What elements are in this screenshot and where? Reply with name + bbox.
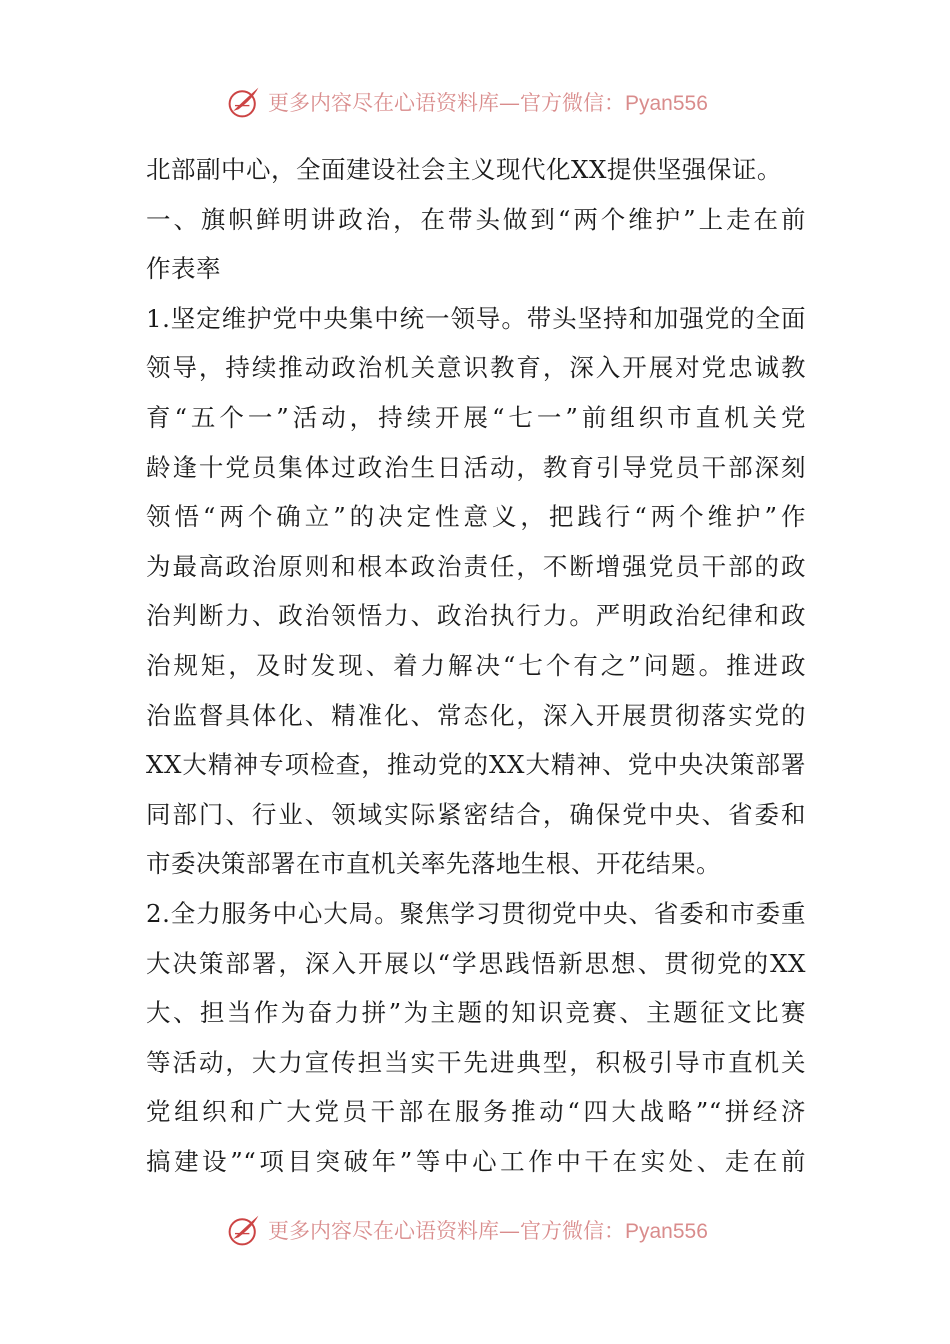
text-line: 作表率	[146, 254, 221, 284]
text-line: 治判断力、政治领悟力、政治执行力。严明政治纪律和政	[146, 601, 806, 631]
watermark-text: 更多内容尽在心语资料库—官方微信：Pyan556	[268, 91, 708, 115]
text-line: 市委决策部署在市直机关率先落地生根、开花结果。	[146, 849, 721, 879]
text-line: 1.坚定维护党中央集中统一领导。带头坚持和加强党的全面	[146, 303, 806, 333]
text-line: 治规矩，及时发现、着力解决“七个有之”问题。推进政	[146, 650, 806, 680]
text-line: 北部副中心，全面建设社会主义现代化XX提供坚强保证。	[146, 155, 782, 184]
text-line: 等活动，大力宣传担当实干先进典型，积极引导市直机关	[146, 1047, 806, 1077]
watermark-text: 更多内容尽在心语资料库—官方微信：Pyan556	[268, 1219, 708, 1243]
text-line: 领悟“两个确立”的决定性意义，把践行“两个维护”作	[146, 502, 806, 532]
text-line: 大决策部署，深入开展以“学思践悟新思想、贯彻党的XX	[146, 948, 806, 978]
text-line: 为最高政治原则和根本政治责任，不断增强党员干部的政	[146, 551, 806, 581]
text-line: XX大精神专项检查，推动党的XX大精神、党中央决策部署	[146, 750, 806, 780]
text-line: 治监督具体化、精准化、常态化，深入开展贯彻落实党的	[146, 700, 806, 730]
text-line: 搞建设”“项目突破年”等中心工作中干在实处、走在前	[146, 1146, 806, 1176]
text-line: 龄逢十党员集体过政治生日活动，教育引导党员干部深刻	[146, 452, 806, 482]
wechat-id: Pyan556	[625, 1220, 708, 1243]
text-line: 党组织和广大党员干部在服务推动“四大战略”“拼经济	[146, 1097, 806, 1127]
text-line: 2.全力服务中心大局。聚焦学习贯彻党中央、省委和市委重	[146, 898, 806, 928]
watermark-footer	[226, 1210, 726, 1250]
text-line: 领导，持续推动政治机关意识教育，深入开展对党忠诚教	[146, 353, 806, 383]
watermark-header	[226, 82, 726, 122]
text-line: 一、旗帜鲜明讲政治，在带头做到“两个维护”上走在前	[146, 204, 806, 234]
quill-pen-icon	[226, 84, 262, 120]
text-line: 大、担当作为奋力拼”为主题的知识竞赛、主题征文比赛	[146, 998, 806, 1028]
wechat-id: Pyan556	[625, 92, 708, 115]
quill-pen-icon	[226, 1212, 262, 1248]
text-line: 同部门、行业、领域实际紧密结合，确保党中央、省委和	[146, 799, 806, 829]
text-line: 育“五个一”活动，持续开展“七一”前组织市直机关党	[146, 402, 806, 432]
document-body	[146, 145, 806, 1186]
